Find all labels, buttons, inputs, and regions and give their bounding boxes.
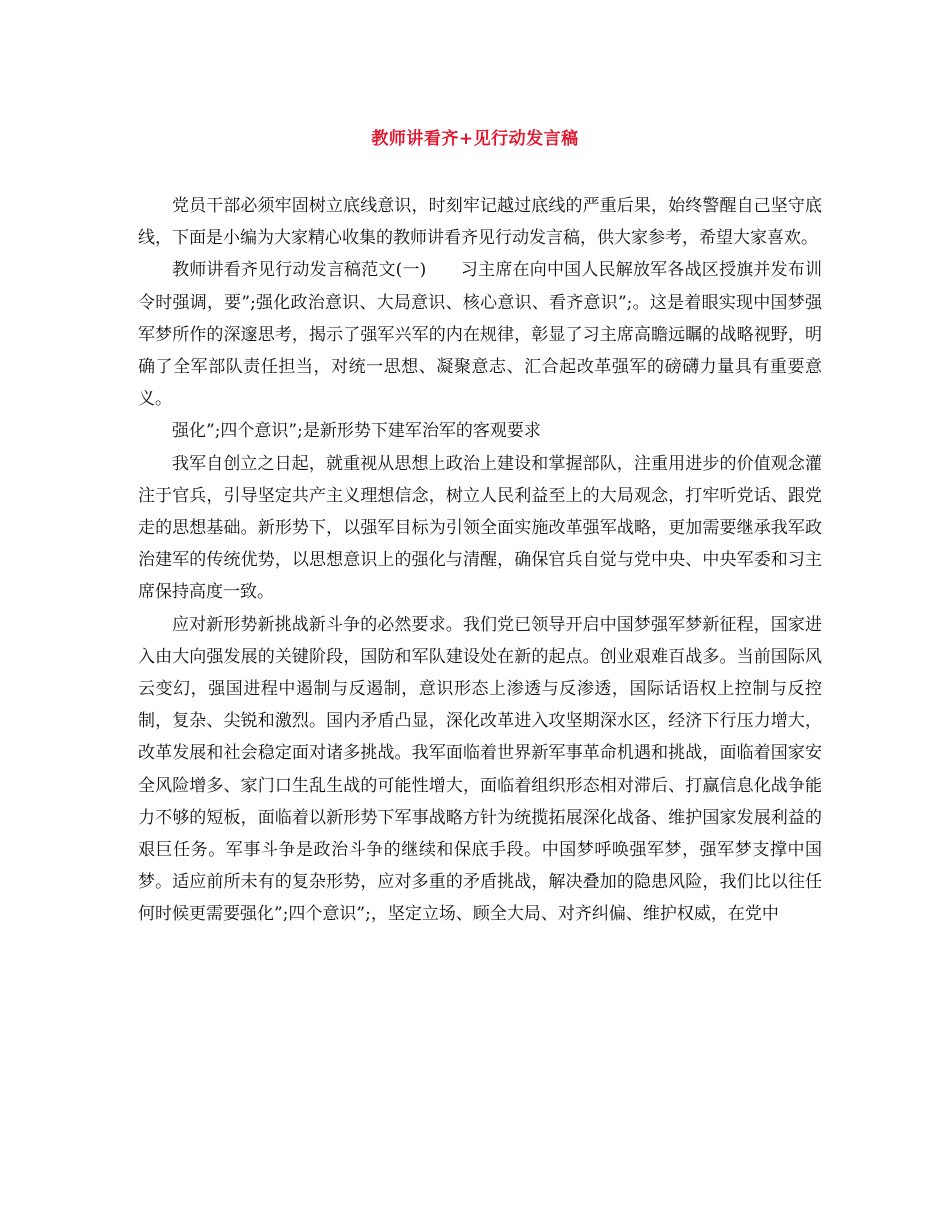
paragraph-sample-one: 教师讲看齐见行动发言稿范文(一) 习主席在向中国人民解放军各战区授旗并发布训令时强调，要”;强化政治意识、大局意识、核心意识、看齐意识”;。这是着眼实现中国梦强军梦所作的深邃思考，揭示了强军兴军的内在规律，彰显了习主席高瞻远瞩的战略视野，明确了全军部队责任担当，对统一思想、凝聚意志、汇合起改革强军的磅礴力量具有重要意义。 — [138, 260, 822, 410]
paragraph-history: 我军自创立之日起，就重视从思想上政治上建设和掌握部队，注重用进步的价值观念灌注于官兵，引导坚定共产主义理想信念，树立人民利益至上的大局观念，打牢听党话、跟党走的思想基础。新形势下，以强军目标为引领全面实施改革强军战略，更加需要继承我军政治建军的传统优势，以思想意识上的强化与清醒，确保官兵自觉与党中央、中央军委和习主席保持高度一致。 — [138, 453, 822, 603]
document-body — [138, 190, 822, 931]
paragraph-intro: 党员干部必须牢固树立底线意识，时刻牢记越过底线的严重后果，始终警醒自己坚守底线，下面是小编为大家精心收集的教师讲看齐见行动发言稿，供大家参考，希望大家喜欢。 — [138, 196, 822, 249]
paragraph-challenges: 应对新形势新挑战新斗争的必然要求。我们党已领导开启中国梦强军梦新征程，国家进入由大向强发展的关键阶段，国防和军队建设处在新的起点。创业艰难百战多。当前国际风云变幻，强国进程中遏制与反遏制，意识形态上渗透与反渗透，国际话语权上控制与反控制，复杂、尖锐和激烈。国内矛盾凸显，深化改革进入攻坚期深水区，经济下行压力增大，改革发展和社会稳定面对诸多挑战。我军面临着世界新军事革命机遇和挑战，面临着国家安全风险增多、家门口生乱生战的可能性增大，面临着组织形态相对滞后、打赢信息化战争能力不够的短板，面临着以新形势下军事战略方针为统揽拓展深化战备、维护国家发展利益的艰巨任务。军事斗争是政治斗争的继续和保底手段。中国梦呼唤强军梦，强军梦支撑中国梦。适应前所未有的复杂形势，应对多重的矛盾挑战，解决叠加的隐患风险，我们比以往任何时候更需要强化”;四个意识”;，坚定立场、顾全大局、对齐纠偏、维护权威，在党中 — [138, 614, 822, 925]
document-title: 教师讲看齐+见行动发言稿 — [371, 129, 579, 149]
paragraph-subheading: 强化”;四个意识”;是新形势下建军治军的客观要求 — [172, 421, 541, 442]
